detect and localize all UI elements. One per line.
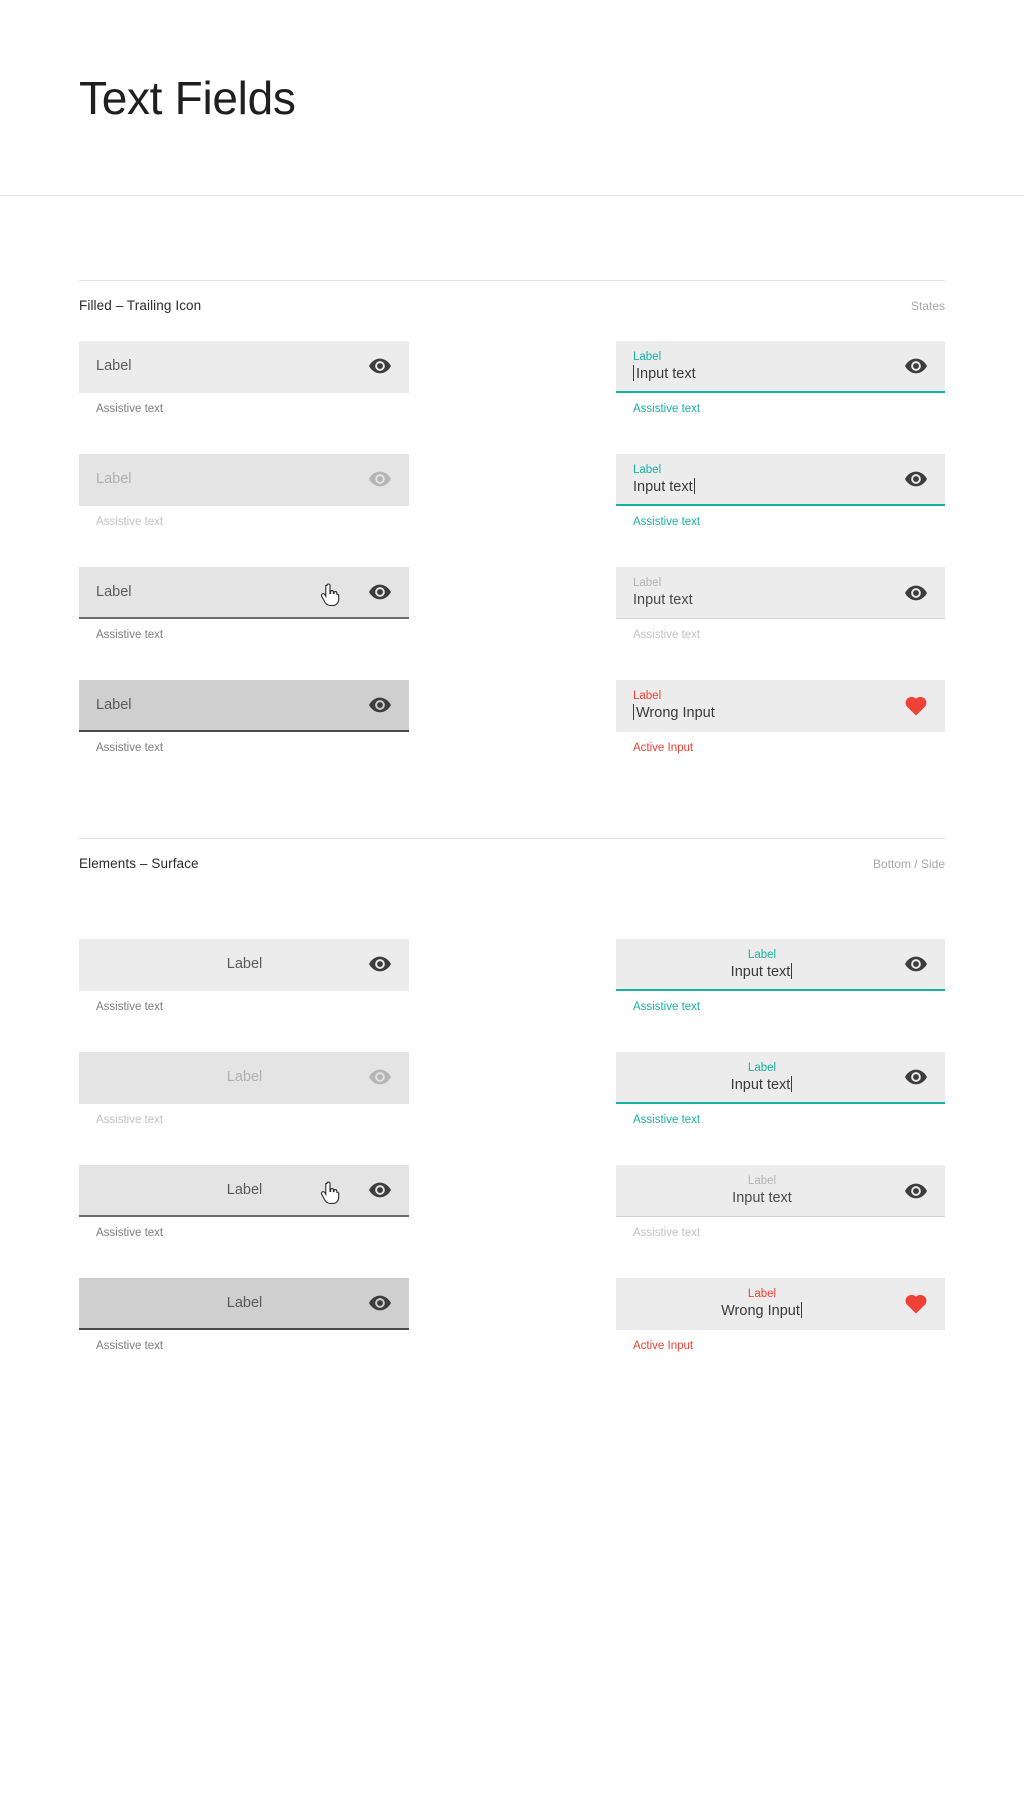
field-column-right: [616, 939, 945, 1352]
text-field-hover[interactable]: [79, 567, 409, 619]
text-field-block: [79, 939, 409, 1013]
field-label: Label: [747, 1287, 777, 1300]
field-label: Label: [633, 577, 662, 589]
text-field-error[interactable]: [616, 680, 945, 732]
text-field-block: [79, 341, 409, 415]
text-field-error[interactable]: [616, 1278, 945, 1330]
assistive-text: Assistive text: [633, 1114, 701, 1126]
field-label: Label: [633, 350, 662, 363]
text-field-enabled[interactable]: [79, 939, 409, 991]
section-title: Elements – Surface: [79, 856, 199, 871]
text-field-disabled: [79, 454, 409, 506]
field-label: Label: [747, 948, 777, 961]
field-label: Label: [96, 358, 132, 374]
text-field-focused[interactable]: [616, 341, 945, 393]
section-filled-trailing-icon: [79, 280, 945, 754]
assistive-text: Assistive text: [96, 1227, 164, 1239]
field-value: Input text: [732, 1190, 792, 1206]
field-label: Label: [96, 697, 132, 713]
section-elements-surface: [79, 838, 945, 1352]
field-grid: [79, 939, 945, 1352]
field-column-left: [79, 939, 409, 1352]
section-meta: Bottom / Side: [872, 857, 945, 871]
field-label: Label: [96, 471, 132, 487]
assistive-text: Assistive text: [96, 403, 164, 415]
assistive-text: Assistive text: [96, 1001, 164, 1013]
text-field-block: [616, 939, 945, 1013]
assistive-text: Assistive text: [96, 629, 164, 641]
field-value[interactable]: Wrong Input: [721, 1302, 800, 1319]
text-field-block: [79, 680, 409, 754]
field-value[interactable]: Input text: [730, 963, 791, 980]
field-label: Label: [226, 1295, 263, 1311]
text-field-block: [616, 1052, 945, 1126]
section-meta: States: [910, 299, 945, 313]
assistive-text: Assistive text: [96, 516, 164, 528]
text-field-block: [616, 454, 945, 528]
field-label: Label: [226, 1069, 263, 1085]
field-column-left: [79, 341, 409, 754]
text-field-block: [616, 341, 945, 415]
eye-icon[interactable]: [367, 579, 393, 605]
text-field-disabled: [79, 1052, 409, 1104]
text-field-block: [79, 454, 409, 528]
text-field-block: [616, 1165, 945, 1239]
eye-icon: [903, 580, 929, 606]
assistive-text: Assistive text: [96, 1340, 164, 1352]
field-label: Label: [747, 1061, 777, 1074]
text-field-hover[interactable]: [79, 1165, 409, 1217]
spacer: [79, 871, 945, 911]
eye-icon[interactable]: [367, 951, 393, 977]
field-label: Label: [226, 956, 263, 972]
text-field-pressed[interactable]: [79, 1278, 409, 1330]
eye-icon: [367, 466, 393, 492]
text-field-block: [79, 1052, 409, 1126]
text-field-enabled[interactable]: [79, 341, 409, 393]
eye-icon[interactable]: [903, 466, 929, 492]
text-field-block: [79, 1278, 409, 1352]
eye-icon[interactable]: [367, 1177, 393, 1203]
page-title: Text Fields: [79, 71, 296, 124]
field-label: Label: [633, 463, 662, 476]
page-content: [0, 280, 1024, 1352]
section-header: [79, 281, 945, 313]
field-column-right: [616, 341, 945, 754]
text-field-block: [79, 1165, 409, 1239]
eye-icon[interactable]: [367, 353, 393, 379]
text-field-disabled: [616, 567, 945, 619]
field-label: Label: [226, 1182, 263, 1198]
text-field-focused[interactable]: [616, 1052, 945, 1104]
field-value[interactable]: Input text: [730, 1076, 791, 1093]
eye-icon[interactable]: [903, 353, 929, 379]
eye-icon[interactable]: [903, 951, 929, 977]
heart-icon[interactable]: [903, 692, 929, 718]
heart-icon[interactable]: [903, 1290, 929, 1316]
text-field-block: [79, 567, 409, 641]
text-field-block: [616, 567, 945, 641]
assistive-text: Assistive text: [633, 516, 701, 528]
field-value: Input text: [633, 592, 693, 608]
eye-icon: [903, 1178, 929, 1204]
field-value[interactable]: Wrong Input: [633, 704, 891, 722]
eye-icon[interactable]: [367, 1290, 393, 1316]
field-label: Label: [633, 689, 662, 702]
assistive-text: Active Input: [633, 1340, 694, 1352]
assistive-text: Assistive text: [633, 1001, 701, 1013]
section-header: [79, 839, 945, 871]
eye-icon[interactable]: [367, 692, 393, 718]
assistive-text: Assistive text: [96, 742, 164, 754]
text-field-pressed[interactable]: [79, 680, 409, 732]
field-label: Label: [96, 584, 132, 600]
assistive-text: Assistive text: [633, 1227, 701, 1239]
assistive-text: Active Input: [633, 742, 694, 754]
text-field-block: [616, 1278, 945, 1352]
assistive-text: Assistive text: [633, 403, 701, 415]
eye-icon[interactable]: [903, 1064, 929, 1090]
section-title: Filled – Trailing Icon: [79, 298, 202, 313]
page-header: [0, 0, 1024, 196]
assistive-text: Assistive text: [633, 629, 701, 641]
eye-icon: [367, 1064, 393, 1090]
text-field-focused[interactable]: [616, 454, 945, 506]
field-label: Label: [747, 1175, 777, 1187]
text-field-disabled: [616, 1165, 945, 1217]
text-field-block: [616, 680, 945, 754]
field-value[interactable]: Input text: [633, 365, 891, 383]
text-field-focused[interactable]: [616, 939, 945, 991]
field-value[interactable]: Input text: [633, 478, 693, 495]
field-grid: [79, 341, 945, 754]
assistive-text: Assistive text: [96, 1114, 164, 1126]
